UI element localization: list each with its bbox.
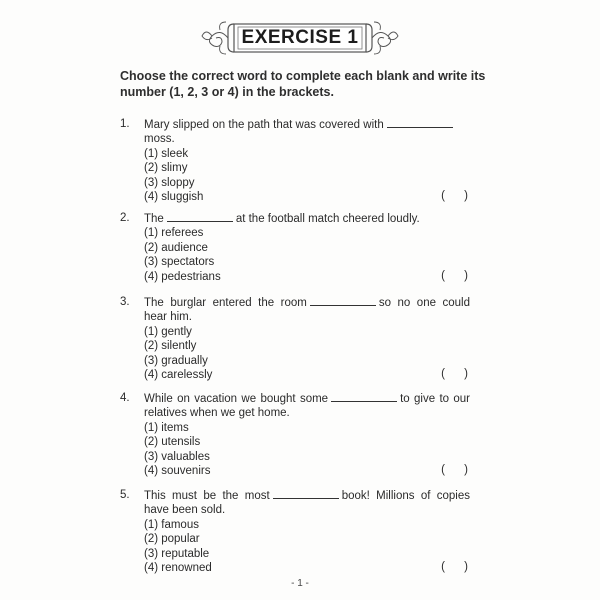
option-1: (1) gently [144,325,192,338]
option-2: (2) silently [144,340,197,353]
question-text: This must be the most book! Millions of copies have been sold. [144,490,470,517]
question-3 [120,295,470,382]
answer-blank[interactable] [273,488,339,499]
option-4: (4) renowned [144,562,212,575]
answer-bracket[interactable]: ( ) [441,464,468,476]
option-4: (4) sluggish [144,191,204,204]
question-number: 5. [120,489,130,501]
option-3: (3) valuables [144,450,210,463]
answer-blank[interactable] [387,117,453,128]
exercise-banner [200,18,400,58]
question-text: While on vacation we bought some to give to our relatives when we get home. [144,393,470,420]
answer-blank[interactable] [310,295,376,306]
question-number: 1. [120,118,130,130]
question-5 [120,488,470,575]
option-2: (2) audience [144,241,208,254]
option-2: (2) slimy [144,162,188,175]
question-1 [120,117,470,204]
question-number: 3. [120,296,130,308]
question-2 [120,211,470,284]
exercise-title: EXERCISE 1 [241,27,359,48]
option-3: (3) sloppy [144,176,195,189]
question-text: The burglar entered the room so no one could hear him. [144,297,470,324]
option-2: (2) popular [144,533,200,546]
option-4: (4) pedestrians [144,270,221,283]
option-3: (3) gradually [144,354,208,367]
answer-bracket[interactable]: ( ) [441,270,468,282]
option-1: (1) famous [144,518,199,531]
option-3: (3) spectators [144,256,215,269]
answer-bracket[interactable]: ( ) [441,368,468,380]
option-2: (2) utensils [144,436,201,449]
answer-blank[interactable] [331,391,397,402]
answer-blank[interactable] [167,211,233,222]
option-4: (4) carelessly [144,369,213,382]
option-1: (1) sleek [144,147,189,160]
option-1: (1) referees [144,227,204,240]
answer-bracket[interactable]: ( ) [441,190,468,202]
question-number: 2. [120,212,130,224]
option-1: (1) items [144,421,189,434]
option-4: (4) souvenirs [144,465,211,478]
instructions-text: Choose the correct word to complete each blank and write its number (1, 2, 3 or 4) in the brackets. [120,69,486,99]
question-4 [120,391,470,478]
question-text: Mary slipped on the path that was covered with moss. [144,117,470,147]
question-text: The at the football match cheered loudly. [144,213,420,225]
question-number: 4. [120,392,130,404]
option-3: (3) reputable [144,547,210,560]
answer-bracket[interactable]: ( ) [441,561,468,573]
page-number: - 1 - [291,578,309,589]
